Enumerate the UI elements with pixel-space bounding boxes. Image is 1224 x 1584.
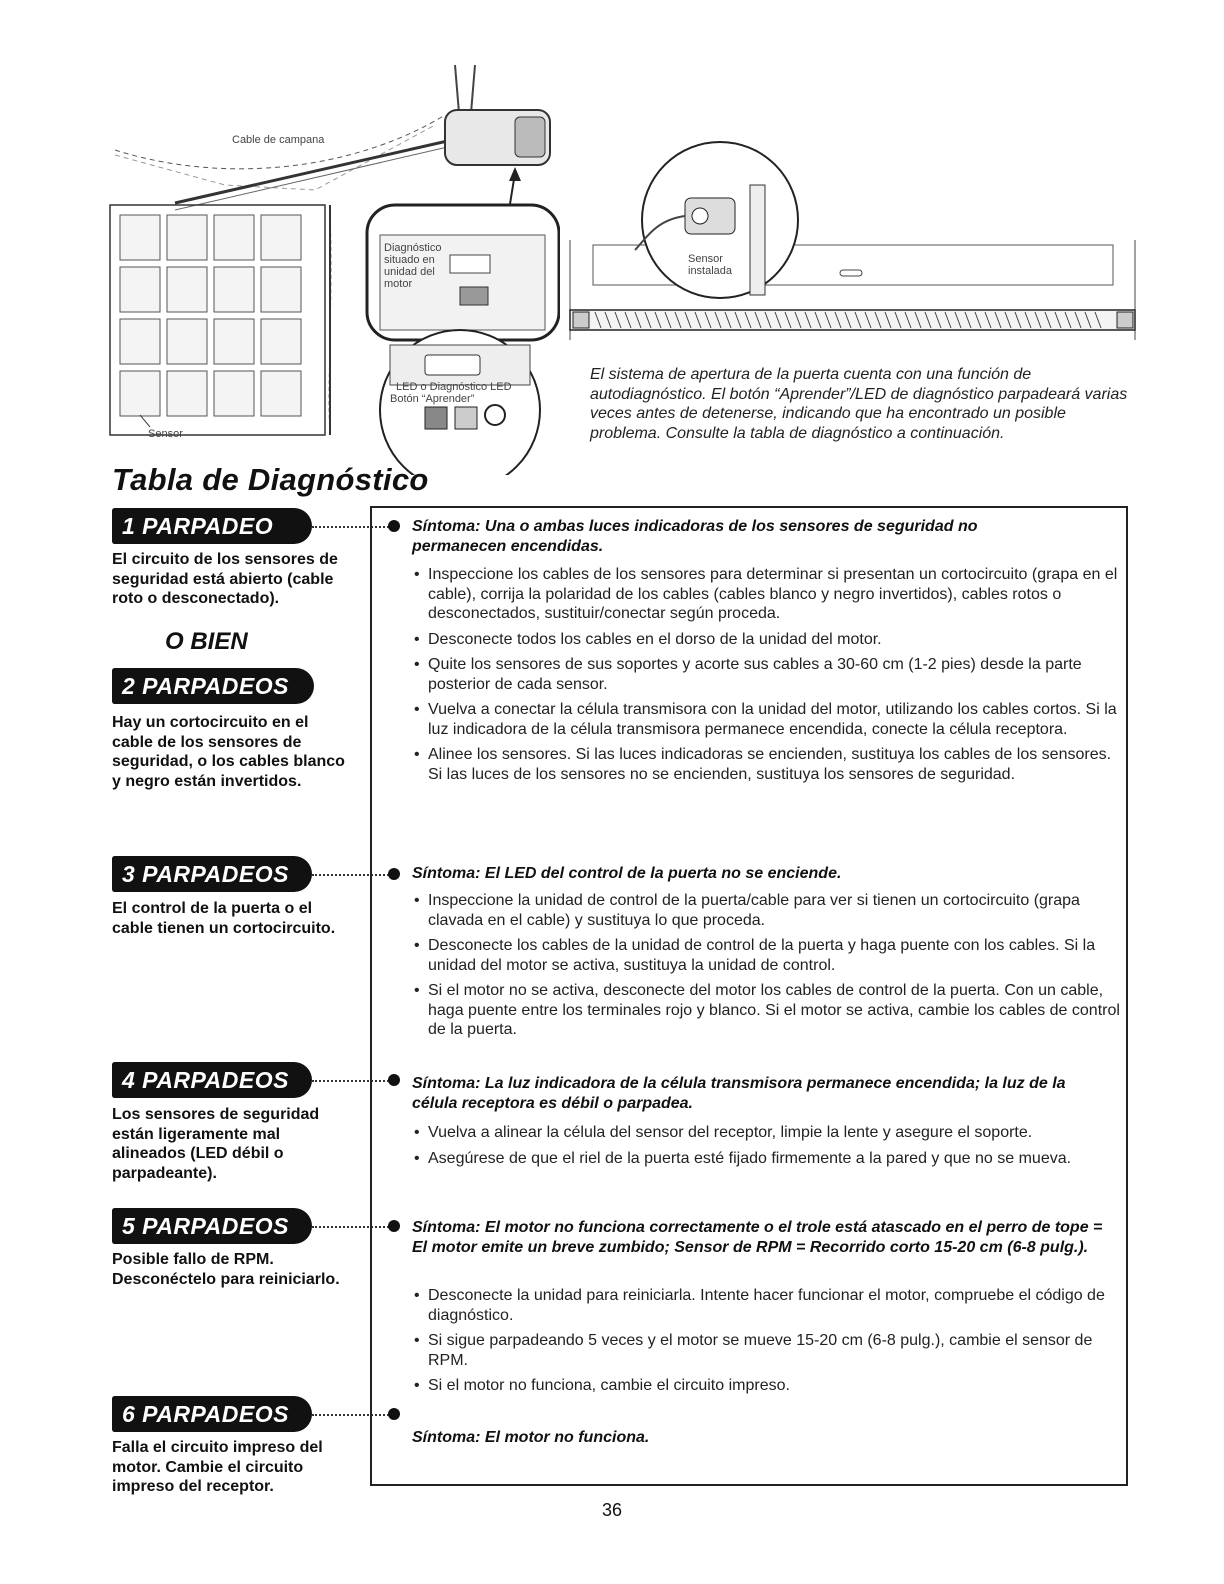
sensor-label: Sensor (148, 428, 183, 440)
list-item: • Vuelva a conectar la célula transmisora con la unidad del motor, utilizando los cables cortos. Si la luz indicadora de la célula transmisora permanece encendida, conecte la célula receptora. (412, 700, 1124, 739)
blink-code-4-description: Los sensores de seguridad están ligeramente mal alineados (LED débil o parpadeante). (112, 1106, 320, 1182)
list-item: • Alinee los sensores. Si las luces indicadoras se encienden, sustituya los cables de los sensores. Si las luces de los sensores no se encienden, sustituya los sensores de seguridad. (412, 745, 1124, 784)
symptom-5-title: Síntoma: El motor no funciona. (412, 1429, 650, 1446)
list-item: • Si sigue parpadeando 5 veces y el motor se mueve 15-20 cm (6-8 pulg.), cambie el sensor de RPM. (412, 1331, 1124, 1370)
list-item: • Si el motor no funciona, cambie el circuito impreso. (412, 1376, 1124, 1396)
door-sensor-illustration (565, 140, 1140, 340)
list-item: • Si el motor no se activa, desconecte del motor los cables de control de la puerta. Con un cable, haga puente entre los terminales rojo y blanco. Si el motor se activa, cambie los cables de control de la puerta. (412, 981, 1124, 1040)
learn-button-label: Botón “Aprender” (390, 393, 475, 405)
led-label: LED o Diagnóstico LED (396, 381, 512, 393)
intro-paragraph: El sistema de apertura de la puerta cuenta con una función de autodiagnóstico. El botón “Aprender”/LED de diagnóstico parpadeará varias veces antes de detenerse, indicando que ha encontrado un posible problema. Consulte la tabla de diagnóstico a continuación. (590, 366, 1128, 442)
blink-code-3-badge: 3 PARPADEOS (112, 856, 312, 892)
symptom-4-title: Síntoma: El motor no funciona correctamente o el trole está atascado en el perro de tope = El motor emite un breve zumbido; Sensor de RPM = Recorrido corto 15-20 cm (6-8 pulg.). (412, 1219, 1103, 1256)
blink-code-2-description: Hay un cortocircuito en el cable de los sensores de seguridad, o los cables blanco y negro están invertidos. (112, 714, 345, 790)
page-number: 36 (601, 1500, 623, 1520)
symptom-4-steps (412, 1286, 1124, 1402)
cable-label: Cable de campana (232, 134, 325, 146)
list-item: • Desconecte la unidad para reiniciarla. Intente hacer funcionar el motor, compruebe el código de diagnóstico. (412, 1286, 1124, 1325)
blink-code-4-badge: 4 PARPADEOS (112, 1062, 312, 1098)
list-item: • Vuelva a alinear la célula del sensor del receptor, limpie la lente y asegure el soporte. (412, 1123, 1124, 1143)
list-item: • Quite los sensores de sus soportes y acorte sus cables a 30-60 cm (1-2 pies) desde la parte posterior de cada sensor. (412, 655, 1124, 694)
symptom-3-steps (412, 1123, 1124, 1174)
symptom-2-steps (412, 891, 1124, 1046)
list-item: • Inspeccione la unidad de control de la puerta/cable para ver si tienen un cortocircuito (grapa clavada en el cable) y sustituya lo que proceda. (412, 891, 1124, 930)
list-item: • Desconecte los cables de la unidad de control de la puerta y haga puente con los cables. Si la unidad del motor se activa, sustituya la unidad de control. (412, 936, 1124, 975)
blink-code-6-badge: 6 PARPADEOS (112, 1396, 312, 1432)
blink-code-2-badge: 2 PARPADEOS (112, 668, 314, 704)
list-item: • Desconecte todos los cables en el dorso de la unidad del motor. (412, 630, 1124, 650)
list-item: • Asegúrese de que el riel de la puerta esté fijado firmemente a la pared y que no se mueva. (412, 1149, 1124, 1169)
blink-code-1-description: El circuito de los sensores de seguridad está abierto (cable roto o desconectado). (112, 551, 338, 607)
blink-code-5-description: Posible fallo de RPM. Desconéctelo para reiniciarlo. (112, 1251, 340, 1288)
blink-code-5-badge: 5 PARPADEOS (112, 1208, 312, 1244)
blink-code-3-description: El control de la puerta o el cable tienen un cortocircuito. (112, 900, 336, 937)
blink-code-1-badge: 1 PARPADEO (112, 508, 312, 544)
symptom-3-title: Síntoma: La luz indicadora de la célula transmisora permanece encendida; la luz de la célula receptora es débil o parpadea. (412, 1075, 1066, 1112)
symptom-1-steps (412, 565, 1124, 790)
list-item: • Inspeccione los cables de los sensores para determinar si presentan un cortocircuito (grapa en el cable), corrija la polaridad de los cables (cables blanco y negro invertidos), cables rotos o desconectados, sustituir/conectar según proceda. (412, 565, 1124, 624)
or-separator: O BIEN (165, 628, 248, 655)
blink-code-6-description: Falla el circuito impreso del motor. Cambie el circuito impreso del receptor. (112, 1439, 323, 1495)
sensor-installed-label: Sensor instalada (688, 253, 733, 277)
symptom-2-title: Síntoma: El LED del control de la puerta no se enciende. (412, 865, 842, 882)
symptom-1-title: Síntoma: Una o ambas luces indicadoras de los sensores de seguridad no permanecen encendidas. (412, 518, 978, 555)
page-title: Tabla de Diagnóstico (112, 462, 429, 497)
garage-opener-illustration (105, 55, 560, 475)
diagnostic-location-label: Diagnóstico situado en unidad del motor (384, 242, 442, 290)
